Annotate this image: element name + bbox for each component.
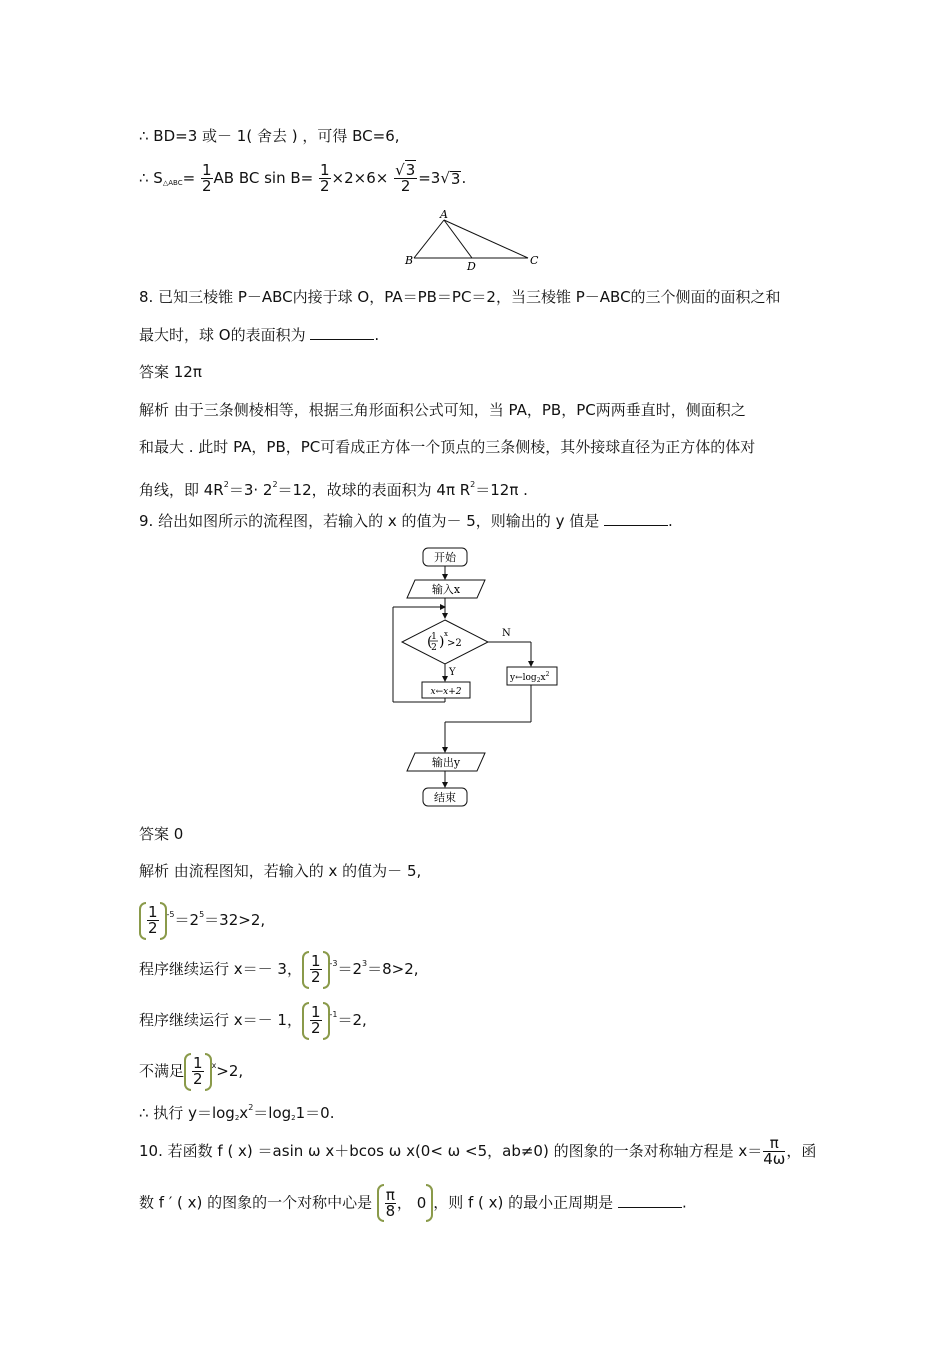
text: 1＝0.	[295, 1104, 335, 1122]
superscript: -5	[166, 910, 175, 919]
label-b: B	[405, 254, 414, 267]
text: 数 f ′ ( x) 的图象的一个对称中心是	[139, 1193, 377, 1212]
denominator: 2	[201, 177, 212, 195]
paren-point	[377, 1184, 433, 1222]
text: ＝log	[253, 1104, 292, 1122]
text: =3	[418, 169, 441, 187]
text: ∴ S	[139, 169, 163, 187]
text: ＝8>2,	[367, 960, 419, 978]
solution-line-area: ∴ $S_{\triangle ABC}=$ $\frac{1}{2}$ AB BC sin B= $\frac{1}{2}$ ×2×6× $\frac{√3}{2}$ =3√3.	[139, 161, 467, 195]
text: .	[681, 1193, 687, 1212]
text: .	[668, 512, 673, 530]
text: >2,	[216, 1062, 244, 1080]
fraction-pi-over-8	[385, 1185, 396, 1220]
analysis-9-line-1: 解析 由流程图知，若输入的 x 的值为－ 5,	[139, 862, 422, 880]
denominator: 8	[385, 1201, 396, 1220]
superscript: 2	[272, 480, 278, 489]
paren-left	[377, 1184, 384, 1222]
paren-left	[184, 1053, 191, 1091]
assign-superscript: 2	[545, 671, 550, 678]
superscript: 2	[223, 480, 229, 489]
fraction-half	[310, 954, 322, 985]
text: ＝12π .	[475, 481, 528, 499]
paren-right	[323, 1002, 330, 1040]
text: ∴ 执行 y＝log	[139, 1104, 235, 1122]
text: ＝2	[174, 911, 200, 929]
text: ＝2	[337, 960, 363, 978]
fraction-sqrt3-over-2	[394, 163, 417, 194]
analysis-8-line-2: 和最大 . 此时 PA，PB，PC可看成正方体一个顶点的三条侧棱，其外接球直径为正方体的体对	[139, 438, 756, 456]
fraction-half	[192, 1056, 204, 1087]
yes-label: Y	[449, 667, 456, 678]
subscript: 2	[291, 1114, 296, 1122]
answer-8: 答案 12π	[139, 363, 202, 381]
paren-left	[139, 902, 146, 940]
radicand: 3	[450, 169, 461, 188]
superscript: -1	[329, 1010, 338, 1019]
fraction-half	[319, 163, 331, 194]
analysis-8-line-1: 解析 由于三条侧棱相等，根据三角形面积公式可知，当 PA，PB，PC两两垂直时，侧面积之	[139, 401, 746, 419]
decision-node	[402, 620, 488, 664]
assign-text: y←log	[510, 673, 537, 683]
text: x	[239, 1104, 249, 1122]
label-d: D	[467, 260, 476, 272]
text: ，函	[786, 1142, 817, 1160]
subscript: △ABC	[162, 179, 183, 187]
numerator: 1	[148, 903, 158, 921]
text: ＝3· 2	[228, 481, 273, 499]
paren-left	[302, 1002, 309, 1040]
condition-exponent: x	[444, 630, 448, 638]
superscript: 2	[248, 1103, 254, 1112]
fraction-half	[201, 163, 213, 194]
paren-fraction	[302, 951, 330, 989]
assign-label	[509, 671, 550, 684]
fraction-half	[310, 1005, 322, 1036]
question-9	[139, 511, 673, 531]
denominator: 2	[320, 177, 330, 195]
side-ab	[414, 220, 444, 258]
question-10-line-1	[139, 1134, 816, 1168]
numerator: √3	[395, 161, 416, 179]
text: 不满足	[139, 1062, 185, 1080]
paren-fraction	[302, 1002, 330, 1040]
output-label: 输出y	[431, 756, 461, 769]
paren-fraction	[139, 902, 167, 940]
analysis-9-line-3	[139, 946, 419, 989]
text: =	[182, 169, 196, 187]
start-label: 开始	[434, 551, 456, 564]
condition-denominator: 2	[431, 643, 437, 653]
analysis-9-line-2	[139, 897, 265, 940]
denominator: 2	[310, 1019, 321, 1037]
paren-left	[302, 951, 309, 989]
superscript: x	[211, 1061, 217, 1070]
loop-label: x←x+2	[430, 687, 462, 697]
text: ， 0	[396, 1194, 427, 1212]
question-10-line-2	[139, 1184, 687, 1222]
text: 角线，即 4R	[139, 481, 224, 499]
assign-text: x	[540, 673, 546, 683]
text: ×2×6×	[331, 169, 389, 187]
numerator: 1	[310, 1003, 321, 1021]
superscript: -3	[329, 959, 338, 968]
analysis-9-line-5	[139, 1048, 243, 1091]
fraction-pi-over-4omega	[763, 1136, 785, 1167]
fraction-half	[147, 905, 159, 936]
text: ＝2,	[337, 1011, 367, 1029]
answer-9: 答案 0	[139, 825, 184, 843]
text: .	[374, 326, 380, 344]
superscript: 5	[199, 910, 205, 919]
text: AB BC sin B=	[213, 169, 314, 187]
text: 程序继续运行 x＝－ 1，	[139, 1011, 302, 1029]
label-c: C	[530, 254, 539, 267]
denominator: 4ω	[763, 1150, 786, 1168]
numerator: π	[763, 1136, 785, 1152]
text: 10. 若函数 f ( x) ＝asin ω x＋bcos ω x(0< ω <5，ab≠0) 的图象的一条对称轴方程是 x＝	[139, 1142, 763, 1160]
numerator: 1	[201, 161, 212, 179]
denominator: 2	[310, 968, 321, 986]
text: 程序继续运行 x＝－ 3，	[139, 960, 302, 978]
paren-right: )	[439, 634, 445, 650]
paren-right	[205, 1053, 212, 1091]
superscript: 2	[470, 480, 476, 489]
input-label: 输入x	[431, 583, 461, 596]
solution-line-bd: ∴ BD=3 或－ 1( 舍去 ) ，可得 BC=6,	[139, 127, 400, 145]
numerator: 1	[310, 952, 321, 970]
numerator: 1	[193, 1054, 203, 1072]
paren-right	[323, 951, 330, 989]
answer-blank	[604, 511, 668, 526]
condition-numerator: 1	[431, 632, 437, 642]
condition-label: >2	[447, 638, 462, 649]
text: .	[461, 169, 467, 187]
assign-subscript: 2	[536, 677, 541, 684]
text: 最大时，球 O的表面积为	[139, 326, 311, 344]
end-label: 结束	[434, 791, 456, 804]
segment-ad	[444, 220, 472, 258]
numerator: 1	[320, 161, 330, 179]
denominator: 2	[400, 177, 411, 195]
paren-fraction	[184, 1053, 212, 1091]
paren-right	[160, 902, 167, 940]
text: ＝12，故球的表面积为 4π R	[277, 481, 471, 499]
numerator: π	[385, 1185, 395, 1204]
paren-left: (	[427, 634, 433, 650]
analysis-8-line-3	[139, 475, 528, 500]
answer-blank	[310, 325, 374, 340]
question-8-line-2	[139, 325, 379, 345]
subscript: 2	[234, 1114, 240, 1122]
flowchart	[385, 540, 565, 812]
text: 9. 给出如图所示的流程图，若输入的 x 的值为－ 5，则输出的 y 值是	[139, 512, 604, 530]
question-8-line-1: 8. 已知三棱锥 P－ABC内接于球 O，PA＝PB＝PC＝2，当三棱锥 P－ABC的三个侧面的面积之和	[139, 288, 781, 306]
label-a: A	[440, 208, 448, 221]
text: ，则 f ( x) 的最小正周期是	[433, 1193, 618, 1212]
analysis-9-line-6	[139, 1098, 334, 1128]
answer-blank	[618, 1193, 682, 1208]
analysis-9-line-4	[139, 997, 367, 1040]
side-ac	[444, 220, 528, 258]
text: ＝32>2,	[204, 911, 266, 929]
superscript: 3	[362, 959, 368, 968]
no-label: N	[502, 628, 511, 639]
denominator: 2	[193, 1070, 203, 1088]
radicand: 3	[405, 161, 416, 179]
triangle-figure	[400, 208, 550, 272]
denominator: 2	[148, 919, 158, 937]
